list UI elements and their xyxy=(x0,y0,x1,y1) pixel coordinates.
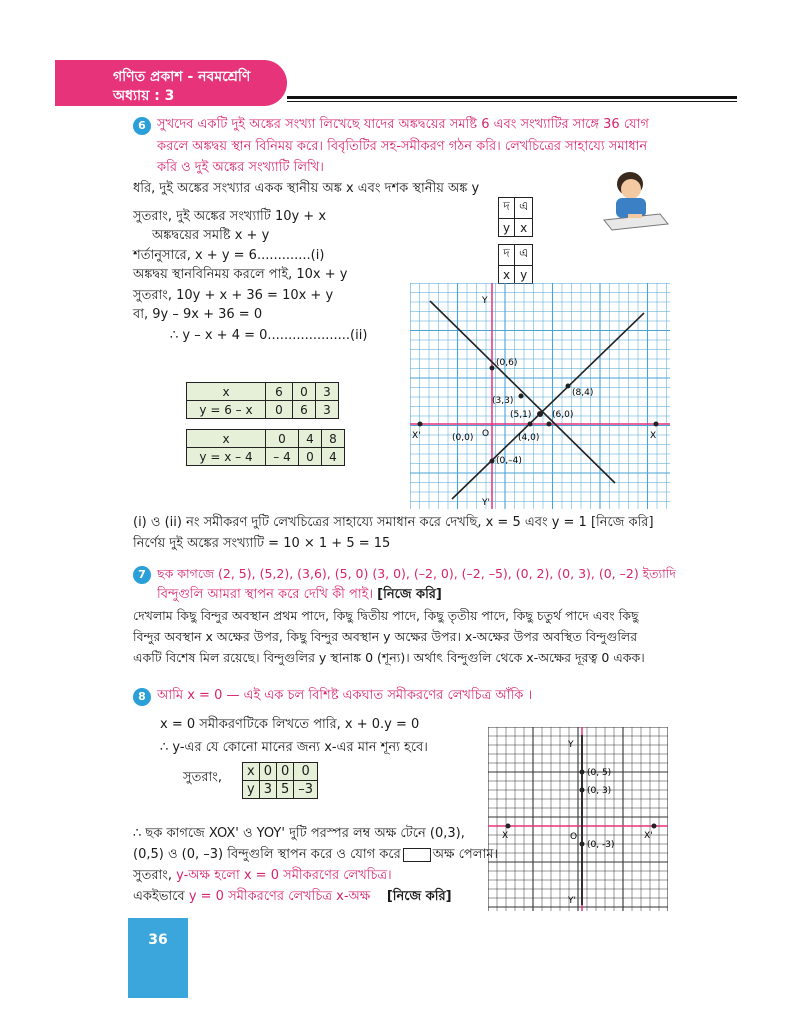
place-head: এ xyxy=(515,245,533,266)
table-cell: 0 xyxy=(266,401,293,419)
table-head: 0 xyxy=(293,383,316,401)
q6-body-3: শর্তানুসারে, x + y = 6.............(i) xyxy=(133,248,325,263)
table-head: 4 xyxy=(299,430,322,448)
table-head: x xyxy=(187,430,266,448)
page-number: 36 xyxy=(128,918,188,998)
table-cell: 5 xyxy=(276,781,293,799)
table-cell: 3 xyxy=(316,401,339,419)
x-axis-end xyxy=(418,422,423,427)
q8-para2a: (0,5) ও (0, –3) বিন্দুগুলি স্থাপন করে ও যোগ করে xyxy=(133,847,401,862)
table-head: 3 xyxy=(316,383,339,401)
q6-body-7: ∴ y – x + 4 = 0....................(ii) xyxy=(170,328,368,343)
q8-para3a: সুতরাং, xyxy=(133,868,172,883)
q6-body-1: সুতরাং, দুই অঙ্কের সংখ্যাটি 10y + x xyxy=(133,209,327,224)
place-cell: y xyxy=(499,219,515,237)
place-cell: x xyxy=(515,219,533,237)
q8-body1: x = 0 সমীকরণটিকে লিখতে পারি, x + 0.y = 0 xyxy=(160,717,420,732)
point-6-0 xyxy=(547,422,552,427)
place-head: দ xyxy=(499,245,515,266)
q6-line2: করলে অঙ্কদ্বয় স্থান বিনিময় করে। বিবৃতিটির সহ-সমীকরণ গঠন করি। লেখচিত্রের সাহায্যে সমাধান xyxy=(157,139,648,154)
chapter-header xyxy=(55,60,287,106)
table-cell: –3 xyxy=(294,781,318,799)
origin-label: O xyxy=(570,832,578,842)
q7-line2: বিন্দুগুলি আমরা স্থাপন করে দেখি কী পাই। xyxy=(157,587,374,602)
place-table-2 xyxy=(498,244,533,284)
graph-2-grid xyxy=(488,727,668,911)
label-0-0: (0,0) xyxy=(452,433,474,443)
label-6-0: (6,0) xyxy=(552,410,574,420)
graph-2 xyxy=(488,727,668,911)
table-cell: y xyxy=(243,781,260,799)
label-0-5: (0, 5) xyxy=(587,768,612,778)
place-head: এ xyxy=(515,198,533,219)
label-5-1: (5,1) xyxy=(510,410,532,420)
table-cell: 4 xyxy=(322,448,345,466)
table-cell: – 4 xyxy=(266,448,299,466)
q6-body-5: সুতরাং, 10y + x + 36 = 10x + y xyxy=(133,288,334,303)
table-cell: 0 xyxy=(299,448,322,466)
graph-1 xyxy=(410,283,670,509)
table-head: 0 xyxy=(259,763,276,781)
q6-line1: সুখদেব একটি দুই অঙ্কের সংখ্যা লিখেছে যাদের অঙ্কদ্বয়ের সমষ্টি 6 এবং সংখ্যাটির সাঙ্গে 36 যোগ xyxy=(157,117,649,132)
table-head: x xyxy=(243,763,260,781)
table-head: x xyxy=(187,383,266,401)
q6-body-6: বা, 9y – 9x + 36 = 0 xyxy=(133,307,263,322)
point-0-5 xyxy=(580,770,585,775)
table-cell: y = x – 4 xyxy=(187,448,266,466)
q7-number: 7 xyxy=(133,566,151,584)
q8-number: 8 xyxy=(133,688,151,706)
q6-conclusion-1: (i) ও (ii) নং সমীকরণ দুটি লেখচিত্রের সাহায্যে সমাধান করে দেখছি, x = 5 এবং y = 1 [নিজে করি] xyxy=(133,515,654,530)
line-eq2 xyxy=(452,313,644,499)
point-3-3 xyxy=(519,394,524,399)
table-head: 0 xyxy=(276,763,293,781)
axis-label-y: Y xyxy=(482,296,488,306)
point-5-1 xyxy=(537,411,543,417)
q8-para3b: y-অক্ষ হলো x = 0 সমীকরণের লেখচিত্র। xyxy=(176,868,392,883)
header-rule-thin xyxy=(287,101,737,102)
q8-para1: ∴ ছক কাগজে XOX' ও YOY' দুটি পরস্পর লম্ব অক্ষ টেনে (0,3), xyxy=(133,826,465,841)
q6-body-0: ধরি, দুই অঙ্কের সংখ্যার একক স্থানীয় অঙ্ক x এবং দশক স্থানীয় অঙ্ক y xyxy=(133,181,480,196)
label-0-6: (0,6) xyxy=(496,358,518,368)
point-4-0 xyxy=(528,422,533,427)
table-eq2 xyxy=(186,429,345,466)
axis-label-x: X xyxy=(650,431,657,441)
q7-tag: [নিজে করি] xyxy=(377,587,442,602)
place-cell: y xyxy=(515,266,533,284)
q8-line1: আমি x = 0 — এই এক চল বিশিষ্ট একঘাত সমীকরণের লেখচিত্র আঁকি । xyxy=(157,688,533,703)
label-0-m3: (0, -3) xyxy=(587,840,615,850)
label-0-3: (0, 3) xyxy=(587,786,612,796)
place-cell: x xyxy=(499,266,515,284)
q7-line1: ছক কাগজে (2, 5), (5,2), (3,6), (5, 0) (3, 0), (–2, 0), (–2, –5), (0, 2), (0, 3), (0, –2) ইত্যাদি xyxy=(157,566,676,581)
book-title: গণিত প্রকাশ - নবমশ্রেণি xyxy=(113,69,251,85)
place-table-1 xyxy=(498,197,533,237)
q6-body-2: অঙ্কদ্বয়ের সমষ্টি x + y xyxy=(152,228,270,243)
student-illustration xyxy=(598,170,670,232)
q7-body-0: দেখলাম কিছু বিন্দুর অবস্থান প্রথম পাদে, কিছু দ্বিতীয় পাদে, কিছু তৃতীয় পাদে, কিছু চতুর্থ পাদে এবং কিছু xyxy=(133,608,639,623)
label-0-m4: (0,–4) xyxy=(496,456,522,466)
point-0-3 xyxy=(580,788,585,793)
q8-therefore: সুতরাং, xyxy=(183,770,222,785)
chapter-number: অধ্যায় : 3 xyxy=(113,88,175,104)
table-x0 xyxy=(242,762,318,799)
table-eq1 xyxy=(186,382,339,419)
table-head: 0 xyxy=(294,763,318,781)
q6-number: 6 xyxy=(133,117,151,135)
table-cell: 3 xyxy=(259,781,276,799)
x-axis-end xyxy=(654,422,659,427)
q8-para2b: অক্ষ পেলাম। xyxy=(432,847,499,862)
axis-label-xp: X' xyxy=(412,431,421,441)
label-8-4: (8,4) xyxy=(572,388,594,398)
axis-label-yp: Y' xyxy=(568,896,576,906)
x-axis-end xyxy=(652,824,657,829)
axis-label-x: X xyxy=(502,831,509,841)
q7-body-2: একটি বিশেষ মিল রয়েছে। বিন্দুগুলির y স্থানাঙ্ক 0 (শূন্য)। অর্থাৎ বিন্দুগুলি থেকে x-অক্ষের দূরত্ব 0 একক। xyxy=(133,650,645,665)
origin-label: O xyxy=(482,429,490,439)
q8-tag: [নিজে করি] xyxy=(386,889,452,904)
axis-label-xp: X' xyxy=(644,831,653,841)
table-head: 0 xyxy=(266,430,299,448)
header-rule xyxy=(287,96,737,99)
graph-1-grid xyxy=(410,283,670,509)
point-0-m3 xyxy=(580,842,585,847)
q6-line3: করি ও দুই অঙ্কের সংখ্যাটি লিখি। xyxy=(157,160,324,175)
table-cell: y = 6 – x xyxy=(187,401,266,419)
q8-body2: ∴ y-এর যে কোনো মানের জন্য x-এর মান শূন্য হবে। xyxy=(160,740,428,755)
label-4-0: (4,0) xyxy=(518,433,540,443)
q8-para4b: y = 0 সমীকরণের লেখচিত্র x-অক্ষ xyxy=(188,889,371,904)
q8-para4a: একইভাবে xyxy=(133,889,185,904)
table-head: 8 xyxy=(322,430,345,448)
q6-conclusion-2: নির্ণেয় দুই অঙ্কের সংখ্যাটি = 10 × 1 + 5 = 15 xyxy=(133,536,391,551)
axis-label-y: Y xyxy=(568,740,574,750)
point-0-6 xyxy=(490,366,495,371)
x-axis-end xyxy=(506,824,511,829)
label-3-3: (3,3) xyxy=(492,396,514,406)
q7-body-1: বিন্দুর অবস্থান x অক্ষের উপর, কিছু বিন্দুর অবস্থান y অক্ষের উপর। x-অক্ষের উপর অবস্থিত বিন্দুগুলির xyxy=(133,629,638,644)
blank-box xyxy=(403,848,431,862)
point-0-m4 xyxy=(490,459,495,464)
table-head: 6 xyxy=(266,383,293,401)
point-8-4 xyxy=(566,384,571,389)
axis-label-yp: Y' xyxy=(482,498,490,508)
q6-body-4: অঙ্কদ্বয় স্থানবিনিময় করলে পাই, 10x + y xyxy=(133,267,348,282)
table-cell: 6 xyxy=(293,401,316,419)
place-head: দ xyxy=(499,198,515,219)
